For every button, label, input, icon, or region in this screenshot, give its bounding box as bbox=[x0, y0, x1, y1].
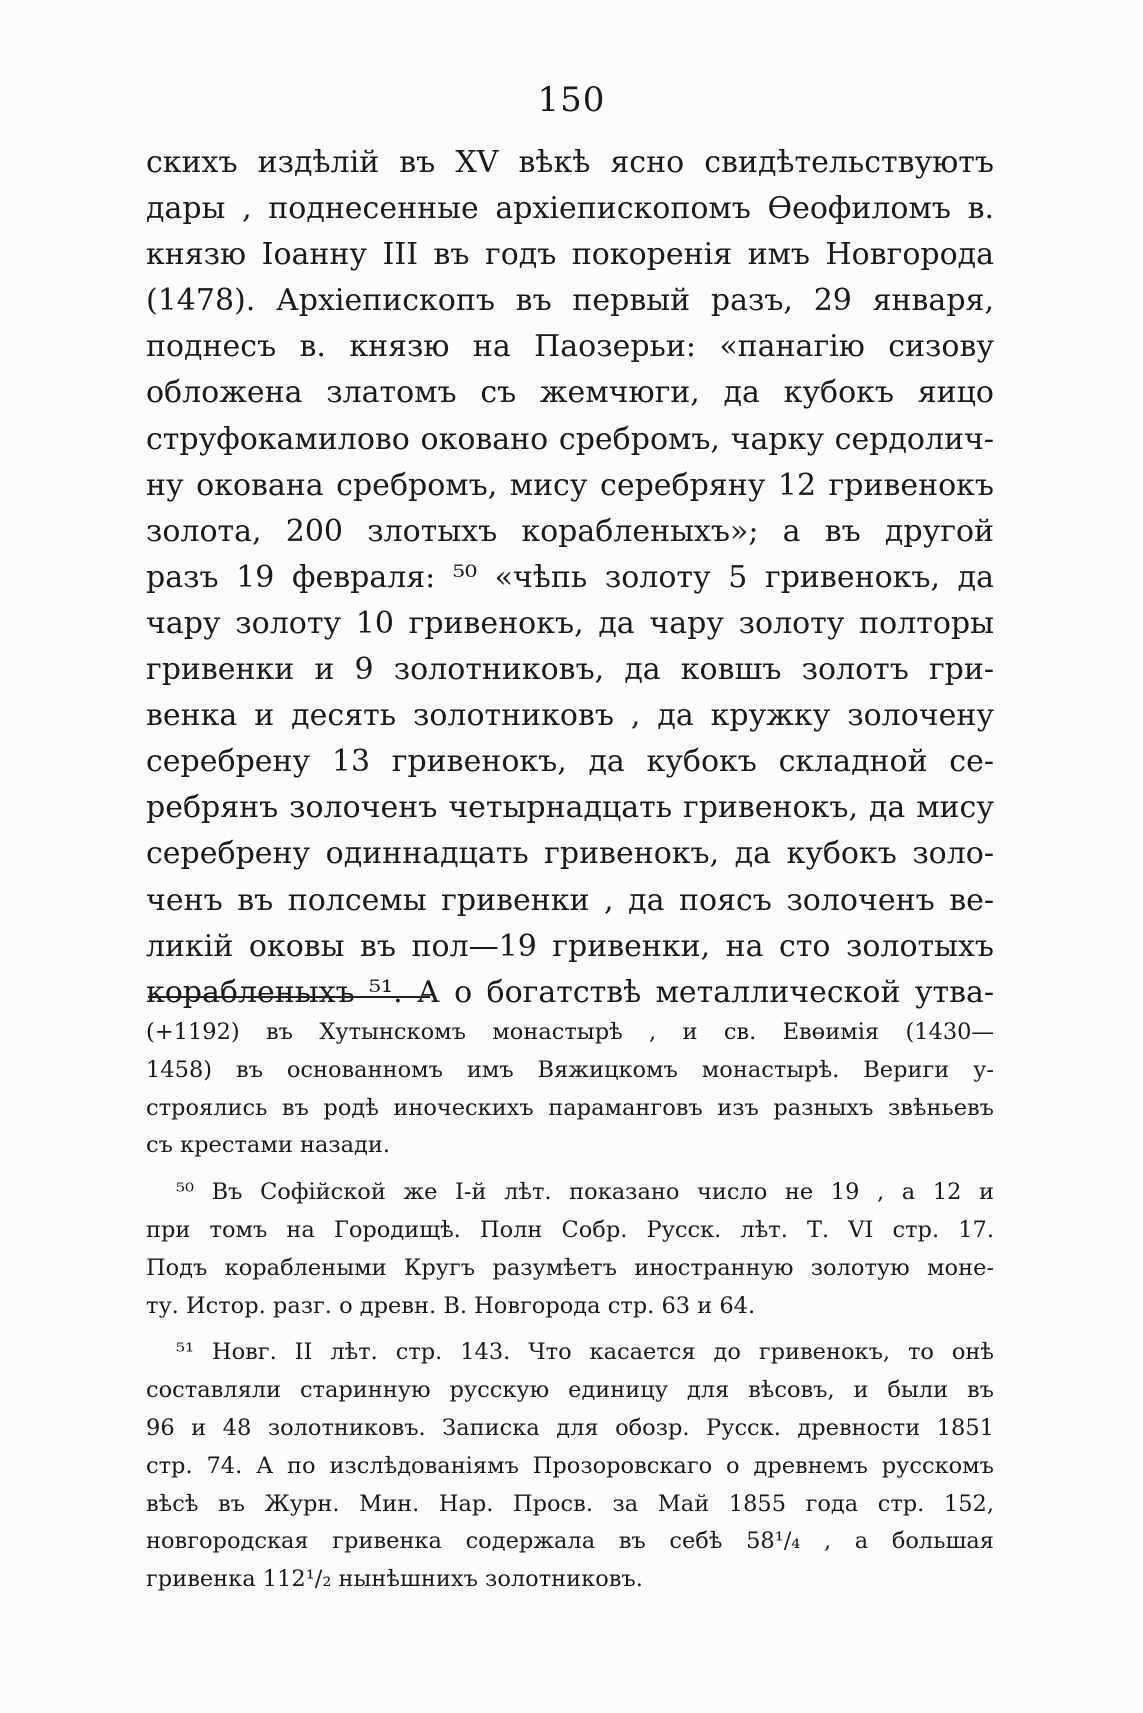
main-text-line: струфокамилово оковано сребромъ, чарку сердолич- bbox=[146, 421, 994, 457]
footnote-line: составляли старинную русскую единицу для вѣсовъ, и были въ bbox=[146, 1377, 994, 1404]
footnotes bbox=[146, 1014, 994, 1599]
main-text-line: корабленыхъ ⁵¹. А о богатствѣ металлической утва- bbox=[146, 974, 994, 1010]
footnote-line: (+1192) въ Хутынскомъ монастырѣ , и св. Евөимія (1430— bbox=[146, 1019, 994, 1045]
main-text-line: золота, 200 злотыхъ корабленыхъ»; а въ другой bbox=[146, 513, 994, 549]
footnote-50 bbox=[146, 1174, 994, 1325]
main-text-line: ликій оковы въ пол—19 гривенки, на сто золотыхъ bbox=[146, 928, 994, 964]
footnote-51 bbox=[146, 1334, 994, 1599]
footnote-line: гривенка 112¹/₂ нынѣшнихъ золотниковъ. bbox=[146, 1566, 643, 1593]
footnote-line: 1458) въ основанномъ имъ Вяжицкомъ монастырѣ. Вериги у- bbox=[146, 1056, 994, 1083]
footnote-line: ⁵⁰ Въ Софійской же I-й лѣт. показано число не 19 , а 12 и bbox=[176, 1179, 994, 1206]
footnote-line: стр. 74. А по изслѣдованіямъ Прозоровскаго о древнемъ русскомъ bbox=[146, 1452, 994, 1479]
main-text-line: серебрену 13 гривенокъ, да кубокъ складной се- bbox=[146, 744, 994, 780]
main-text-line: ченъ въ полсемы гривенки , да поясъ золоченъ ве- bbox=[146, 882, 994, 918]
main-text-line: скихъ издѣлій въ XV вѣкѣ ясно свидѣтельствуютъ bbox=[146, 145, 994, 180]
page-number: 150 bbox=[537, 80, 606, 120]
footnote-line: съ крестами назади. bbox=[146, 1132, 391, 1159]
main-text-line: серебрену одиннадцать гривенокъ, да кубокъ золо- bbox=[146, 836, 994, 872]
main-text-line: венка и десять золотниковъ , да кружку золочену bbox=[146, 698, 994, 734]
footnote-line: при томъ на Городищѣ. Полн Собр. Русск. лѣт. Т. VI стр. 17. bbox=[146, 1216, 994, 1243]
footnote-separator bbox=[148, 996, 430, 998]
main-text-line: дары , поднесенные архіепископомъ Өеофиломъ в. bbox=[146, 191, 994, 227]
footnote-line: Подъ кораблеными Кругъ разумѣетъ иностранную золотую моне- bbox=[146, 1254, 994, 1281]
footnote-line: вѣсѣ въ Журн. Мин. Нар. Просв. за Май 1855 года стр. 152, bbox=[146, 1490, 994, 1517]
main-text-line: поднесъ в. князю на Паозерьи: «панагію сизову bbox=[146, 329, 994, 365]
main-text-line: разъ 19 февраля: ⁵⁰ «чѣпь золоту 5 гривенокъ, да bbox=[146, 559, 994, 595]
main-text-line: князю Іоанну III въ годъ покоренія имъ Новгорода bbox=[146, 237, 994, 273]
main-text-line: обложена златомъ съ жемчюги, да кубокъ яицо bbox=[146, 375, 994, 411]
footnote-line: строялись въ родѣ иноческихъ параманговъ изъ разныхъ звѣньевъ bbox=[146, 1094, 994, 1121]
footnote-line: ту. Истор. разг. о древн. В. Новгорода стр. 63 и 64. bbox=[146, 1292, 756, 1319]
footnote-line: ⁵¹ Новг. II лѣт. стр. 143. Что касается до гривенокъ, то онѣ bbox=[176, 1339, 994, 1366]
main-text-line: гривенки и 9 золотниковъ, да ковшъ золотъ гри- bbox=[146, 652, 994, 688]
main-text-line: (1478). Архіепископъ въ первый разъ, 29 января, bbox=[146, 283, 994, 319]
main-text bbox=[146, 140, 994, 1016]
footnote-line: новгородская гривенка содержала въ себѣ 58¹/₄ , а большая bbox=[146, 1528, 994, 1555]
footnote-line: 96 и 48 золотниковъ. Записка для обозр. Русск. древности 1851 bbox=[146, 1414, 994, 1441]
main-text-line: ребрянъ золоченъ четырнадцать гривенокъ, да мису bbox=[146, 790, 994, 826]
main-text-line: чару золоту 10 гривенокъ, да чару золоту полторы bbox=[146, 605, 994, 641]
footnote-continuation bbox=[146, 1014, 994, 1165]
main-text-line: ну окована сребромъ, мису серебряну 12 гривенокъ bbox=[146, 467, 994, 503]
